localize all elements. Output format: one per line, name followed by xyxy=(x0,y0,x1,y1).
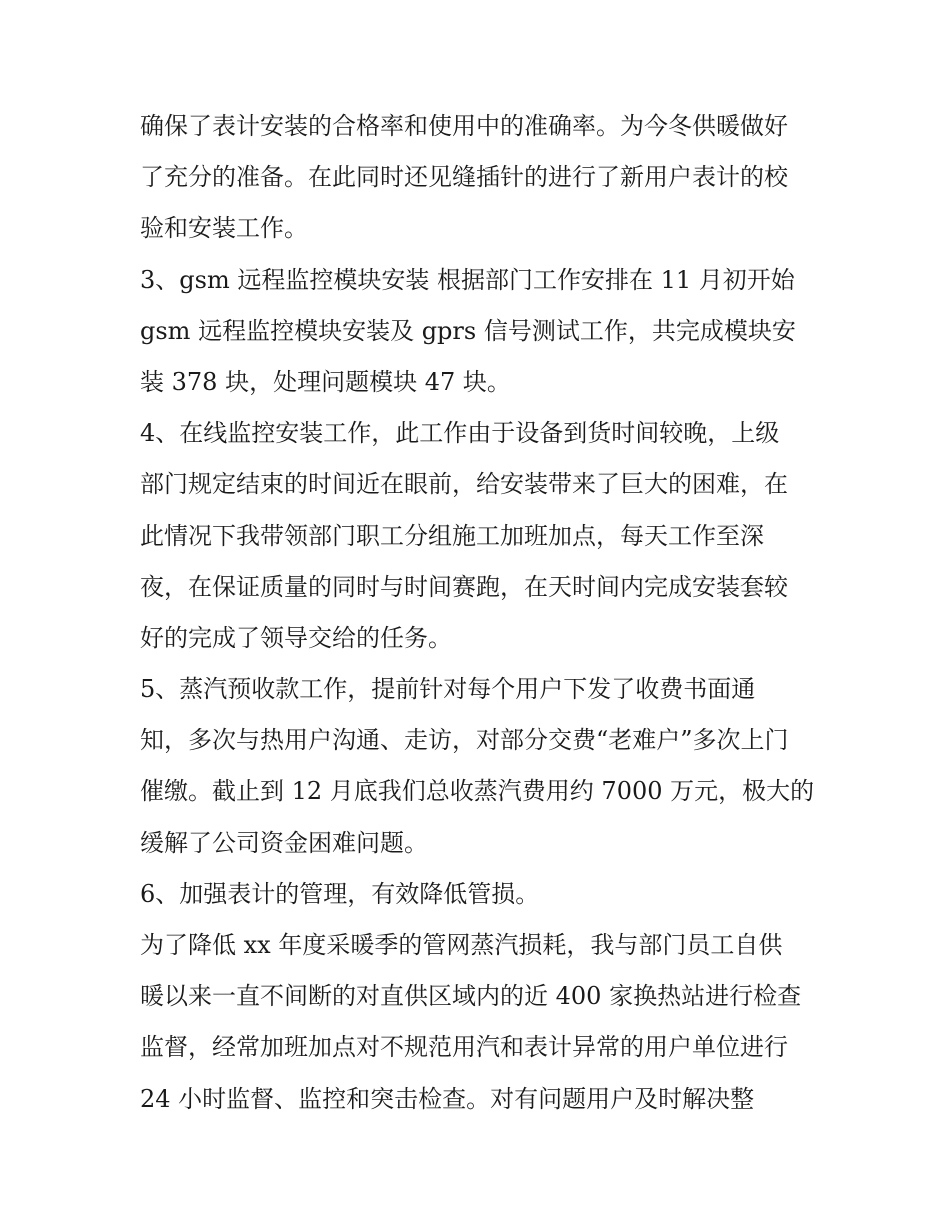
text-line-18: 暖以来一直不间断的对直供区域内的近 400 家换热站进行检查 xyxy=(140,982,802,1011)
text-line-13: 知，多次与热用户沟通、走访，对部分交费“老难户”多次上门 xyxy=(140,726,789,755)
text-line-6: 装 378 块，处理问题模块 47 块。 xyxy=(140,367,511,396)
text-line-14: 催缴。截止到 12 月底我们总收蒸汽费用约 7000 万元，极大的 xyxy=(140,777,815,806)
text-line-12: 5、蒸汽预收款工作，提前针对每个用户下发了收费书面通 xyxy=(140,675,756,704)
text-line-3: 验和安装工作。 xyxy=(140,214,308,243)
text-line-7: 4、在线监控安装工作，此工作由于设备到货时间较晚，上级 xyxy=(140,419,780,448)
text-line-17: 为了降低 xx 年度采暖季的管网蒸汽损耗，我与部门员工自供 xyxy=(140,931,783,959)
text-line-2: 了充分的准备。在此同时还见缝插针的进行了新用户表计的校 xyxy=(140,163,788,192)
text-line-15: 缓解了公司资金困难问题。 xyxy=(140,828,428,857)
text-line-9: 此情况下我带领部门职工分组施工加班加点，每天工作至深 xyxy=(140,521,764,550)
text-line-5: gsm 远程监控模块安装及 gprs 信号测试工作，共完成模块安 xyxy=(140,316,796,345)
text-line-11: 好的完成了领导交给的任务。 xyxy=(140,623,452,652)
document-body xyxy=(140,101,820,1125)
text-line-20: 24 小时监督、监控和突击检查。对有问题用户及时解决整 xyxy=(140,1084,755,1113)
text-line-1: 确保了表计安装的合格率和使用中的准确率。为今冬供暖做好 xyxy=(140,112,788,140)
text-line-4: 3、gsm 远程监控模块安装 根据部门工作安排在 11 月初开始 xyxy=(140,265,795,294)
text-line-10: 夜，在保证质量的同时与时间赛跑，在天时间内完成安装套较 xyxy=(140,572,788,601)
text-line-19: 监督，经常加班加点对不规范用汽和表计异常的用户单位进行 xyxy=(140,1033,788,1062)
text-line-16: 6、加强表计的管理，有效降低管损。 xyxy=(140,879,540,908)
text-line-8: 部门规定结束的时间近在眼前，给安装带来了巨大的困难，在 xyxy=(140,470,788,499)
